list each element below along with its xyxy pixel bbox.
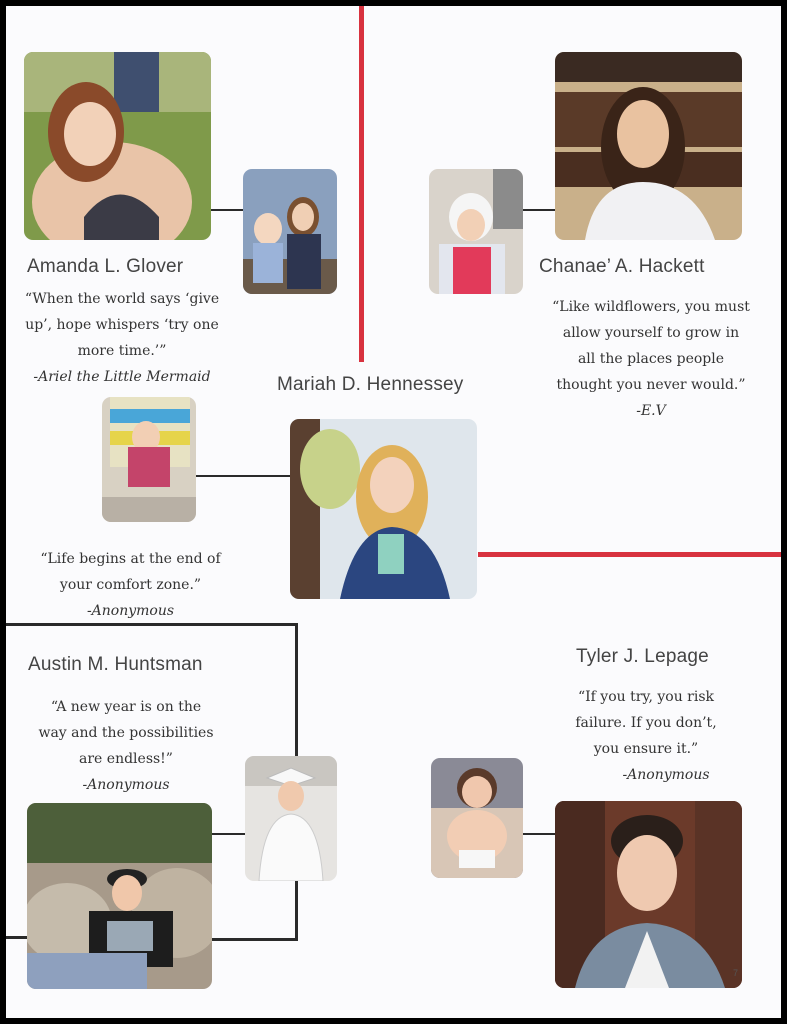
childhood-photo-chanae [429,169,523,294]
student-name: Chanae’ A. Hackett [539,256,705,277]
senior-photo-tyler [555,801,742,988]
quote-line: way and the possibilities [38,725,214,741]
red-vertical-divider [359,6,364,362]
connector-line [523,833,556,835]
quote-line: are endless!” [79,751,173,767]
student-name: Austin M. Huntsman [28,654,203,675]
quote-line: your comfort zone.” [59,577,202,593]
senior-photo-amanda [24,52,211,240]
quote-line: “A new year is on the [50,699,202,715]
senior-photo-chanae [555,52,742,240]
student-quote [536,294,766,424]
quote-line: “Like wildflowers, you must [552,299,750,315]
connector-line [210,209,243,211]
quote-line: failure. If you don’t, [575,715,717,731]
childhood-photo-mariah [102,397,196,522]
page-number: 7 [733,968,739,978]
connector-line [523,209,556,211]
red-horizontal-divider [478,552,781,557]
quote-line: more time.’” [77,343,167,359]
childhood-photo-austin [245,756,337,881]
quote-line: “If you try, you risk [577,689,715,705]
childhood-photo-tyler [431,758,523,878]
student-name: Mariah D. Hennessey [277,374,464,395]
student-quote [18,546,243,624]
quote-author: -Ariel the Little Mermaid [33,369,211,385]
quote-line: you ensure it.” [593,741,699,757]
quote-line: “When the world says ‘give [24,291,220,307]
connector-line [195,475,291,477]
quote-author: -Anonymous [86,603,175,619]
student-quote [551,684,741,788]
quote-line: “Life begins at the end of [40,551,221,567]
frame-bottom-line [212,938,298,941]
quote-line: up’, hope whispers ‘try one [25,317,219,333]
connector-line [212,833,245,835]
quote-author: -Anonymous [622,767,710,783]
frame-left-stub [6,936,28,939]
student-name: Amanda L. Glover [27,256,184,277]
quote-line: thought you never would.” [556,377,746,393]
student-quote [16,694,236,798]
student-name: Tyler J. Lepage [576,646,709,667]
quote-author: -Anonymous [82,777,170,793]
senior-photo-mariah [290,419,477,599]
student-quote [12,286,232,390]
senior-photo-austin [27,803,212,989]
quote-line: allow yourself to grow in [562,325,740,341]
quote-author: -E.V [636,403,666,419]
quote-line: all the places people [577,351,725,367]
childhood-photo-amanda [243,169,337,294]
yearbook-page [6,6,781,1018]
